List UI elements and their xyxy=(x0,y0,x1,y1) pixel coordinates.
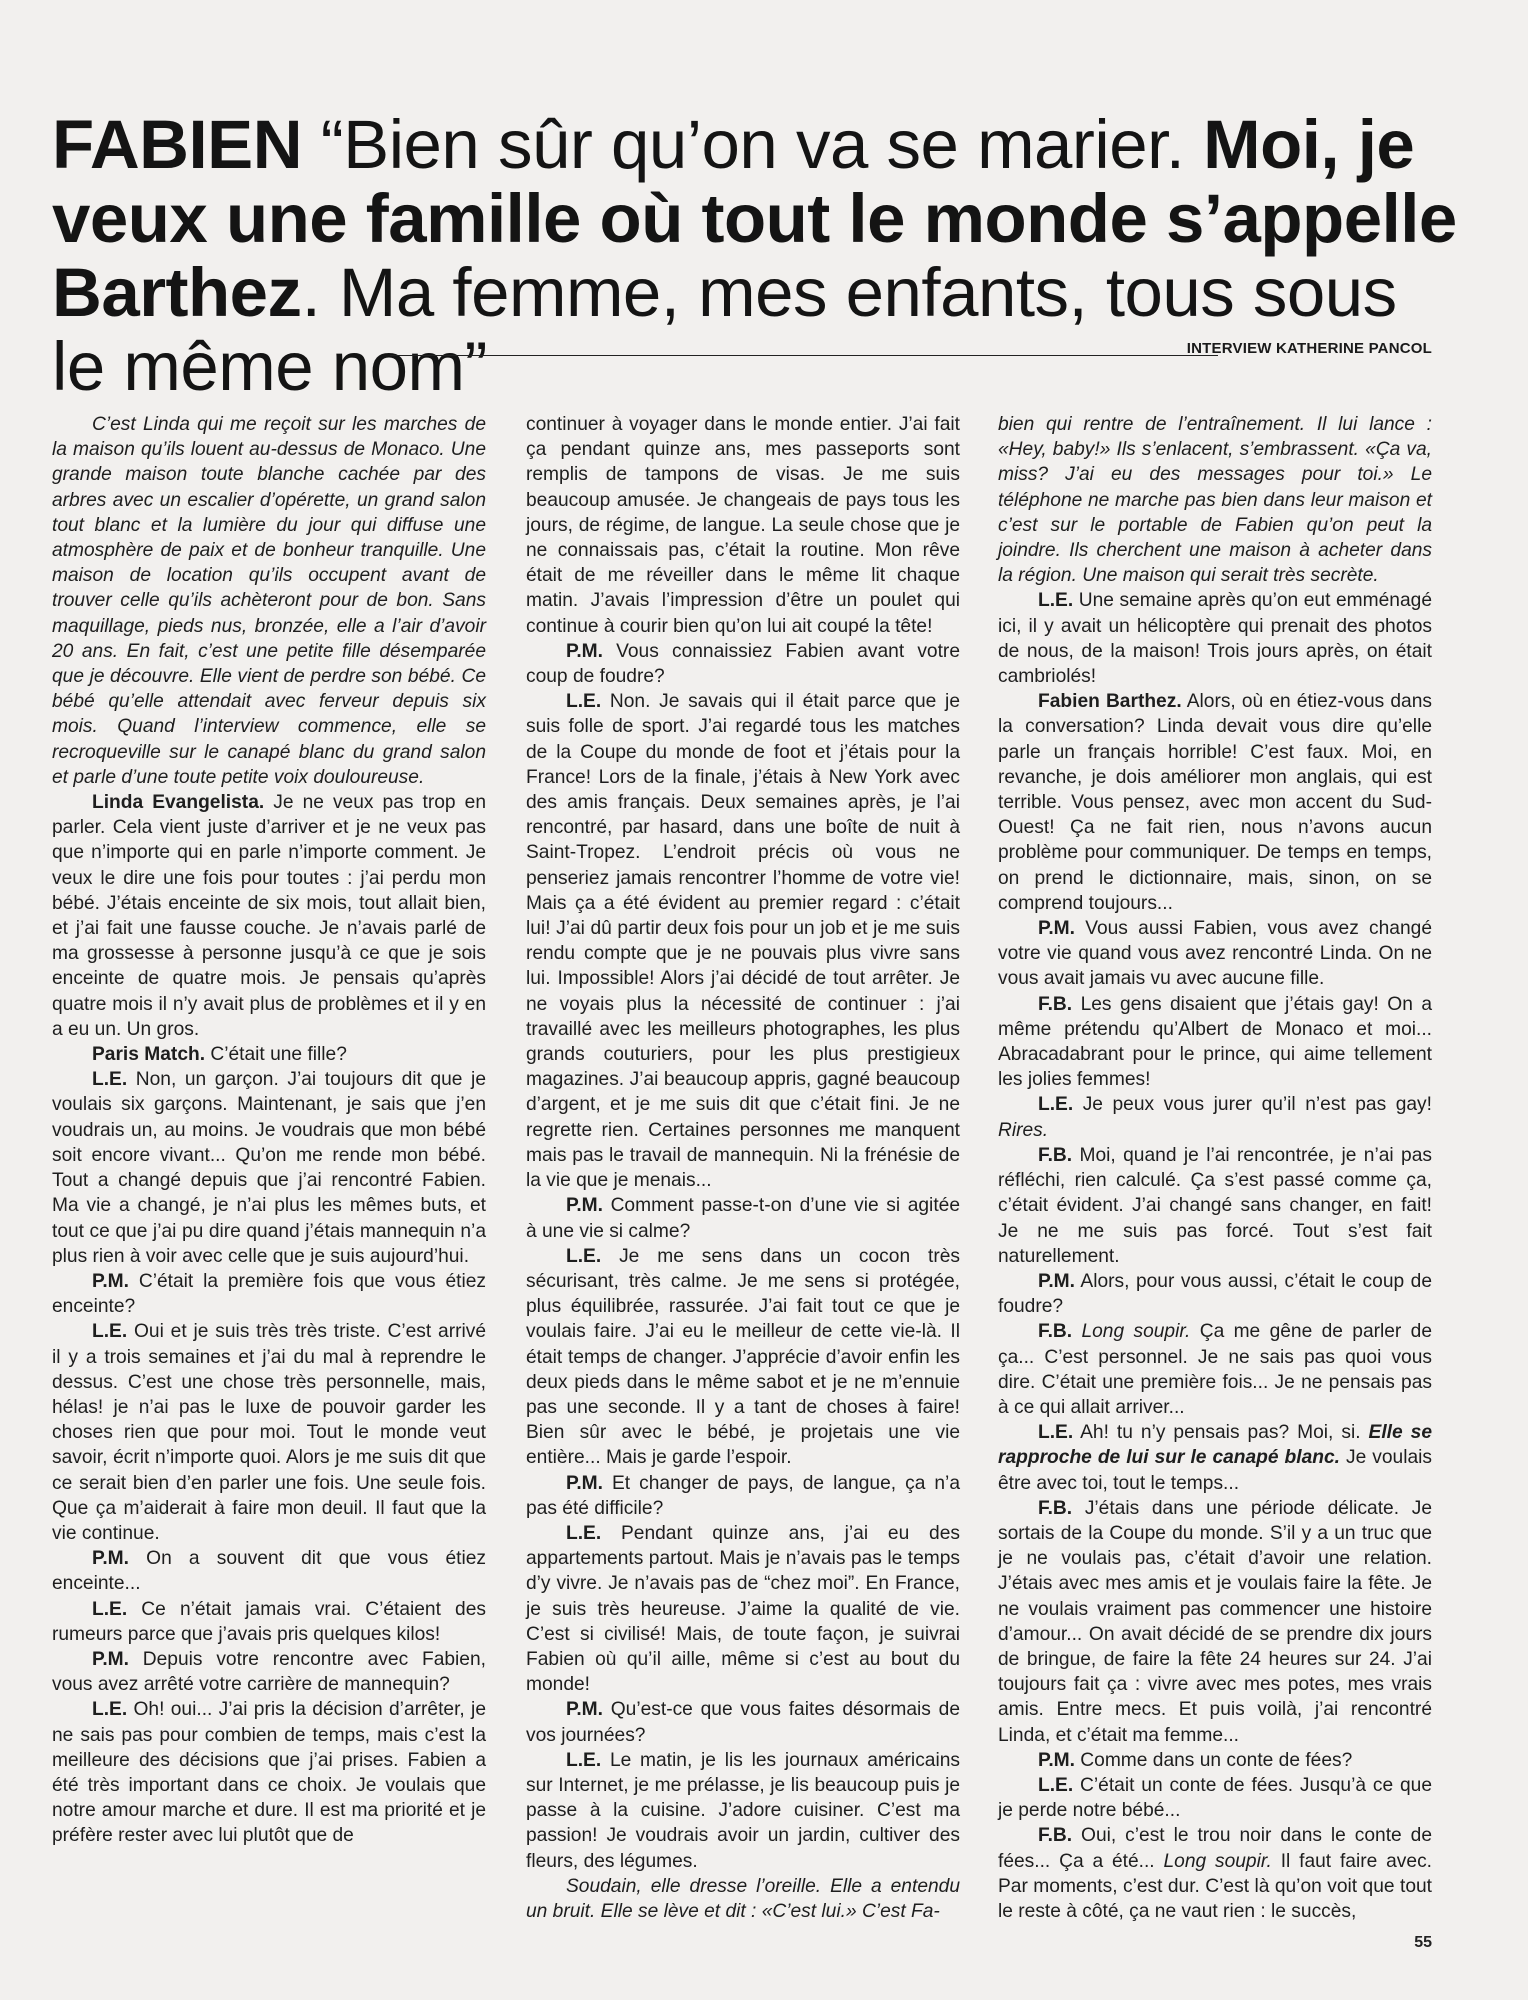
answer-paragraph xyxy=(998,1496,1432,1748)
speaker: L.E. xyxy=(92,1699,128,1721)
narration-continued: bien qui rentre de l’entraînement. Il lui lance : «Hey, baby!» Ils s’enlacent, s’embrassent. «Ça va, miss? J’ai eu des messages pour toi.» Le téléphone ne marche pas bien dans leur maison et c’est sur le portable de Fabien qu’on peut la joindre. Ils cherchent une maison à acheter dans la région. Une maison qui serait très secrète. xyxy=(998,414,1432,587)
paragraph-text: Alors, où en étiez-vous dans la conversation? Linda devait vous dire qu’elle parle un français horrible! C’est faux. Moi, en revanche, je dois améliorer mon anglais, qui est terrible. Vous pensez, avec mon accent du Sud-Ouest! Ça ne fait rien, nous n’avons aucun problème pour communiquer. De temps en temps, on prend le dictionnaire, mais, sinon, on se comprend toujours... xyxy=(998,691,1432,914)
paragraph-text: Oh! oui... J’ai pris la décision d’arrêter, je ne sais pas pour combien de temps, mais c’est la meilleure des décisions que j’ai prises. Fabien a été très important dans ce choix. Je voulais que notre amour marche et dure. Il est ma priorité et je préfère rester avec lui plutôt que de xyxy=(52,1699,486,1847)
page-number: 55 xyxy=(1414,1934,1432,1951)
paragraph-text: Il faut faire avec. Par moments, c’est dur. C’est là qu’on voit que tout le reste à côté, ça ne vaut rien : le succès, xyxy=(998,1850,1432,1922)
speaker: L.E. xyxy=(92,1069,128,1091)
speaker: P.M. xyxy=(92,1270,129,1292)
paragraph-text: Ah! tu n’y pensais pas? Moi, si. xyxy=(1073,1422,1361,1444)
speaker: L.E. xyxy=(1038,1422,1074,1444)
stage-direction: Elle se rapproche de lui sur le canapé blanc. xyxy=(998,1422,1432,1469)
stage-direction: Rires. xyxy=(998,1119,1049,1141)
answer-paragraph xyxy=(526,1521,960,1697)
paragraph-text: C’était la première fois que vous étiez enceinte? xyxy=(52,1270,486,1318)
speaker: L.E. xyxy=(1038,590,1074,612)
speaker: L.E. xyxy=(566,1749,602,1771)
speaker: L.E. xyxy=(566,1245,602,1267)
stage-direction: Long soupir. xyxy=(1072,1321,1191,1343)
paragraph-text: Je ne veux pas trop en parler. Cela vient juste d’arriver et je ne veux pas que n’importe qui en parle n’importe comment. Je veux le dire une fois pour toutes : j’ai perdu mon bébé. J’étais enceinte de six mois, tout allait bien, et j’ai fait une fausse couche. Je n’avais parlé de ma grossesse à personne jusqu’à ce que je sois enceinte de quatre mois. Je pensais qu’après quatre mois il n’y avait plus de problèmes et il y en a eu un. Un gros. xyxy=(52,792,486,1040)
speaker: F.B. xyxy=(1038,1497,1073,1519)
answer-paragraph xyxy=(998,689,1432,916)
speaker: P.M. xyxy=(566,1699,603,1721)
article-body xyxy=(52,412,1433,1922)
answer-paragraph xyxy=(52,1697,486,1848)
column-1 xyxy=(52,412,486,1849)
question-paragraph xyxy=(526,1697,960,1747)
answer-paragraph xyxy=(52,1067,486,1269)
paragraph-text: Comment passe-t-on d’une vie si agitée à une vie si calme? xyxy=(526,1195,960,1242)
paragraph-text: Qu’est-ce que vous faites désormais de vos journées? xyxy=(526,1699,960,1746)
question-paragraph xyxy=(998,1748,1432,1773)
paragraph-text: Vous aussi Fabien, vous avez changé votre vie quand vous avez rencontré Linda. On ne vous avait jamais vu avec aucune fille. xyxy=(998,918,1432,990)
continued-paragraph: continuer à voyager dans le monde entier. J’ai fait ça pendant quinze ans, mes passeports sont remplis de tampons de visas. Je me suis beaucoup amusée. Je changeais de pays tous les jours, de régime, de langue. La seule chose que je ne connaissais pas, c’était la routine. Mon rêve était de me réveiller dans le même lit chaque matin. J’avais l’impression d’être un poulet qui continue à courir bien qu’on lui ait coupé la tête! xyxy=(526,414,960,637)
speaker: P.M. xyxy=(1038,1749,1075,1771)
paragraph-text: Pendant quinze ans, j’ai eu des appartements partout. Mais je n’avais pas le temps d’y vivre. Je n’avais pas de “chez moi”. En France, je suis très heureuse. J’aime la qualité de vie. C’est si civilisé! Mais, de toute façon, je suivrai Fabien où qu’il aille, même si c’est au bout du monde! xyxy=(526,1522,960,1696)
speaker: P.M. xyxy=(1038,1270,1075,1292)
speaker: Fabien Barthez. xyxy=(1038,691,1182,713)
byline-row xyxy=(52,330,1432,360)
speaker: L.E. xyxy=(566,1522,602,1544)
speaker: L.E. xyxy=(566,691,602,713)
paragraph-text: Vous connaissiez Fabien avant votre coup de foudre? xyxy=(526,640,960,688)
speaker: P.M. xyxy=(1038,918,1075,940)
answer-paragraph xyxy=(52,1319,486,1546)
paragraph-text: J’étais dans une période délicate. Je sortais de la Coupe du monde. S’il y a un truc que je ne voulais pas, c’était d’avoir une relation. J’étais avec mes amis et je voulais faire la fête. Je ne voulais vraiment pas commencer une histoire d’amour... On avait décidé de se prendre dix jours de bringue, de faire la fête 24 heures sur 24. J’ai toujours fait ça : vivre avec mes potes, mes vrais amis. Entre mecs. Et puis voilà, j’ai rencontré Linda, et c’était ma femme... xyxy=(998,1497,1432,1746)
answer-paragraph xyxy=(998,1092,1432,1142)
question-paragraph xyxy=(526,1193,960,1243)
answer-paragraph xyxy=(526,1748,960,1874)
question-paragraph xyxy=(52,1546,486,1596)
speaker: P.M. xyxy=(92,1648,129,1670)
paragraph-text: Alors, pour vous aussi, c’était le coup de foudre? xyxy=(998,1270,1432,1318)
paragraph-text: Non, un garçon. J’ai toujours dit que je voulais six garçons. Maintenant, je sais que j’en voudrais un, au moins. Je voudrais que mon bébé soit encore vivant... Qu’on me rende mon bébé. Tout a changé depuis que j’ai rencontré Fabien. Ma vie a changé, je n’ai plus les mêmes buts, et tout ce que j’ai pu dire quand j’étais mannequin n’a plus rien à voir avec celle que je suis aujourd’hui. xyxy=(52,1069,486,1267)
paragraph-text: Moi, quand je l’ai rencontrée, je n’ai pas réfléchi, rien calculé. Ça s’est passé comme ça, c’était évident. J’ai changé sans changer, en fait! Je ne me suis pas forcé. Tout s’est fait naturellement. xyxy=(998,1144,1432,1267)
paragraph-text: Ce n’était jamais vrai. C’étaient des rumeurs parce que j’avais pris quelques kilos! xyxy=(52,1598,486,1645)
column-3 xyxy=(998,412,1432,1924)
paragraph-text: C’était une fille? xyxy=(205,1044,347,1066)
speaker: Paris Match. xyxy=(92,1044,206,1066)
headline-quote-start: “Bien sûr qu’on va se marier. xyxy=(320,106,1185,183)
paragraph-text: Les gens disaient que j’étais gay! On a même prétendu qu’Albert de Monaco et moi... Abracadabrant pour le prince, qui aime tellement les jolies femmes! xyxy=(998,993,1432,1091)
paragraph-text: Ça me gêne de parler de ça... C’est personnel. Je ne sais pas quoi vous dire. C’était une première fois... Je ne pensais pas à ce qui allait arriver... xyxy=(998,1321,1433,1418)
intro-paragraph: C’est Linda qui me reçoit sur les marches de la maison qu’ils louent au-dessus de Monaco. Une grande maison toute blanche cachée par des arbres avec un escalier d’opérette, un grand salon tout blanc et la lumière du jour qui diffuse une atmosphère de paix et de bonheur tranquille. Une maison de location qu’ils occupent avant de trouver celle qu’ils achèteront pour de bon. Sans maquillage, pieds nus, bronzée, elle a l’air d’avoir 20 ans. En fait, c’est une petite fille désemparée que je découvre. Elle vient de perdre son bébé. Ce bébé qu’elle attendait avec ferveur depuis six mois. Quand l’interview commence, elle se recroqueville sur le canapé blanc du grand salon et parle d’une toute petite voix douloureuse. xyxy=(52,414,486,788)
answer-paragraph xyxy=(998,1319,1432,1420)
column-2 xyxy=(526,412,960,1924)
speaker: P.M. xyxy=(566,1195,603,1217)
question-paragraph xyxy=(526,1471,960,1521)
answer-paragraph xyxy=(998,1143,1432,1269)
headline-quote-end: . Ma femme, mes enfants, tous sous le même nom” xyxy=(52,254,1397,405)
stage-direction: Long soupir. xyxy=(1154,1850,1272,1872)
question-paragraph xyxy=(52,1269,486,1319)
speaker: L.E. xyxy=(1038,1774,1074,1796)
answer-paragraph xyxy=(998,992,1432,1093)
paragraph-text: Je me sens dans un cocon très sécurisant, très calme. Je me sens si protégée, plus équilibrée, rassurée. J’ai fait tout ce que je voulais faire. J’ai eu le meilleur de cette vie-là. Il était temps de changer. J’apprécie d’avoir enfin les deux pieds dans le même sabot et je ne m’ennuie pas une seconde. Il y a tant de choses à faire! Bien sûr avec le bébé, je projetais une vie entière... Mais je garde l’espoir. xyxy=(526,1245,960,1469)
answer-paragraph xyxy=(998,1420,1432,1496)
speaker: F.B. xyxy=(1038,1825,1073,1847)
answer-paragraph xyxy=(998,1773,1432,1823)
answer-paragraph xyxy=(52,1597,486,1647)
speaker: P.M. xyxy=(566,1472,603,1494)
paragraph-text: Oui et je suis très très triste. C’est arrivé il y a trois semaines et j’ai du mal à reprendre le dessus. C’est une chose très personnelle, mais, hélas! je n’ai pas le luxe de pouvoir garder les choses rien que pour moi. Tout le monde veut savoir, écrit n’importe quoi. Alors je me suis dit que ce serait bien d’en parler une fois. Une seule fois. Que ça m’aiderait à faire mon deuil. Il faut que la vie continue. xyxy=(52,1321,486,1544)
question-paragraph xyxy=(998,916,1432,992)
answer-paragraph xyxy=(526,689,960,1193)
paragraph-text: Je voulais être avec toi, tout le temps... xyxy=(998,1447,1432,1494)
speaker: L.E. xyxy=(92,1321,128,1343)
question-paragraph xyxy=(526,639,960,689)
paragraph-text: Le matin, je lis les journaux américains sur Internet, je me prélasse, je lis beaucoup puis je passe à la cuisine. J’adore cuisiner. C’est ma passion! Je voudrais avoir un jardin, cultiver des fleurs, des légumes. xyxy=(526,1749,960,1872)
narration-paragraph: Soudain, elle dresse l’oreille. Elle a entendu un bruit. Elle se lève et dit : «C’est lui.» C’est Fa- xyxy=(526,1875,960,1922)
paragraph-text: Une semaine après qu’on eut emménagé ici, il y avait un hélicoptère qui prenait des photos de nous, de la maison! Trois jours après, on était cambriolés! xyxy=(998,590,1432,688)
speaker: L.E. xyxy=(1038,1094,1074,1116)
headline-quote-bold: Moi, je veux une famille où tout le monde s’appelle Barthez xyxy=(52,106,1457,331)
answer-paragraph xyxy=(526,1244,960,1471)
speaker: F.B. xyxy=(1038,1144,1073,1166)
paragraph-text: On a souvent dit que vous étiez enceinte... xyxy=(52,1548,486,1595)
byline: INTERVIEW KATHERINE PANCOL xyxy=(1186,340,1432,357)
answer-paragraph xyxy=(998,1823,1432,1924)
question-paragraph xyxy=(998,1269,1432,1319)
speaker: L.E. xyxy=(92,1598,128,1620)
question-paragraph xyxy=(52,1042,486,1067)
paragraph-text: Et changer de pays, de langue, ça n’a pas été difficile? xyxy=(526,1472,960,1519)
answer-paragraph xyxy=(52,790,486,1042)
speaker: F.B. xyxy=(1038,1321,1073,1343)
paragraph-text: C’était un conte de fées. Jusqu’à ce que je perde notre bébé... xyxy=(998,1774,1432,1822)
headline-name: FABIEN xyxy=(52,106,303,183)
byline-rule xyxy=(390,355,1218,356)
paragraph-text: Depuis votre rencontre avec Fabien, vous avez arrêté votre carrière de mannequin? xyxy=(52,1648,486,1696)
answer-paragraph xyxy=(998,588,1432,689)
speaker: Linda Evangelista. xyxy=(92,792,265,814)
question-paragraph xyxy=(52,1647,486,1697)
paragraph-text: Je peux vous jurer qu’il n’est pas gay! xyxy=(1073,1094,1432,1116)
paragraph-text: Oui, c’est le trou noir dans le conte de fées... Ça a été... xyxy=(998,1825,1432,1872)
speaker: P.M. xyxy=(92,1548,129,1570)
paragraph-text: Non. Je savais qui il était parce que je suis folle de sport. J’ai regardé tous les matches de la Coupe du monde de foot et j’étais pour la France! Lors de la finale, j’étais à New York avec des amis français. Deux semaines après, je l’ai rencontré, par hasard, dans une boîte de nuit à Saint-Tropez. L’endroit précis où vous ne penseriez jamais rencontrer l’homme de votre vie! Mais ça a été évident au premier regard : c’était lui! J’ai dû partir deux fois pour un job et je me suis rendu compte que je ne pouvais plus vivre sans lui. Impossible! Alors j’ai décidé de tout arrêter. Je ne voyais plus la nécessité de continuer : j’ai travaillé avec les meilleurs photographes, les plus grands couturiers, pour les plus prestigieux magazines. J’ai beaucoup appris, gagné beaucoup d’argent, et je me suis dit que c’était fini. Je ne regrette rien. Certaines personnes me manquent mais pas le travail de mannequin. Ni la frénésie de la vie que je menais... xyxy=(526,691,960,1192)
paragraph-text: Comme dans un conte de fées? xyxy=(1074,1749,1353,1771)
speaker: P.M. xyxy=(566,640,603,662)
speaker: F.B. xyxy=(1038,993,1073,1015)
